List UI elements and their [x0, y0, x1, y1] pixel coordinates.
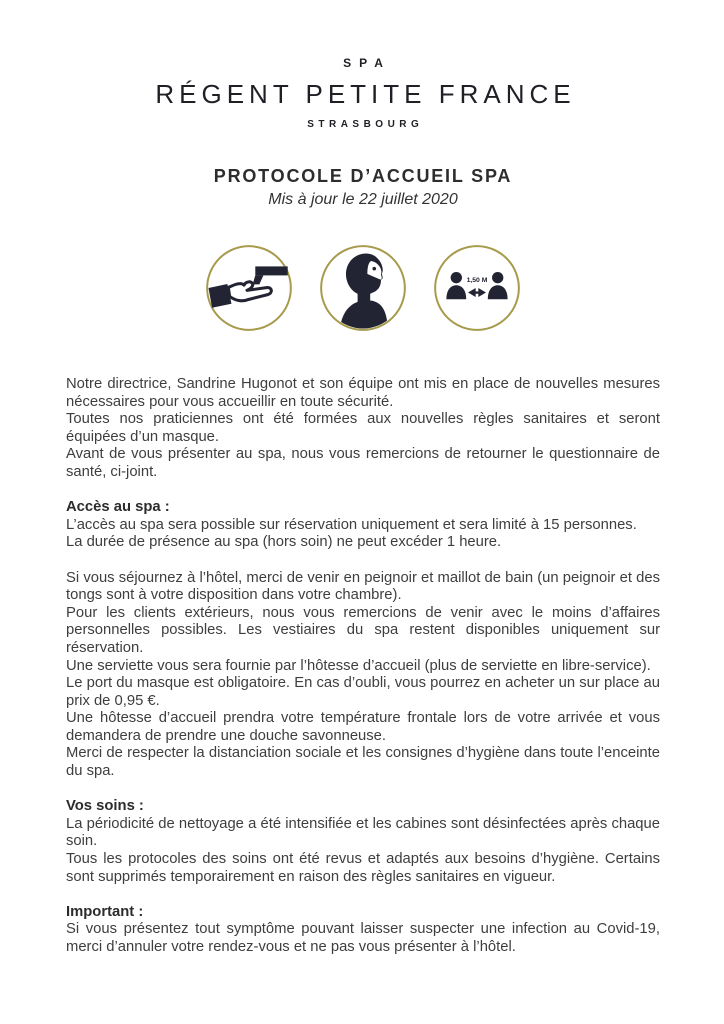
paragraph: La durée de présence au spa (hors soin) ne peut excéder 1 heure.: [66, 534, 502, 551]
section-paragraphs: [66, 376, 660, 482]
section-heading: Accès au spa :: [66, 499, 170, 516]
paragraph: Le port du masque est obligatoire. En cas d’oubli, vous pourrez en acheter un sur place au prix de 0,95 €.: [66, 675, 660, 709]
paragraph: Notre directrice, Sandrine Hugonot et son équipe ont mis en place de nouvelles mesures nécessaires pour vous accueillir en toute sécurité.: [66, 376, 660, 410]
face-mask-icon: [318, 243, 408, 333]
section-paragraphs: [66, 570, 660, 781]
paragraph: Pour les clients extérieurs, nous vous remercions de venir avec le moins d’affaires personnelles possibles. Les vestiaires du spa restent disponibles uniquement sur réservation.: [66, 604, 660, 656]
hand-hygiene-icon: [204, 243, 294, 333]
document-section: [66, 904, 660, 957]
paragraph: Une hôtesse d’accueil prendra votre température frontale lors de votre arrivée et vous demandera de prendre une douche savonneuse.: [66, 710, 660, 744]
title-block: [66, 166, 660, 209]
paragraph: Une serviette vous sera fournie par l’hôtesse d’accueil (plus de serviette en libre-service).: [66, 657, 651, 674]
paragraph: Toutes nos praticiennes ont été formées aux nouvelles règles sanitaires et seront équipées d’un masque.: [66, 411, 660, 445]
paragraph: L’accès au spa sera possible sur réservation uniquement et sera limité à 15 personnes.: [66, 516, 637, 533]
logo-city-label: STRASBOURG: [307, 119, 424, 130]
section-paragraphs: [66, 816, 660, 886]
logo-spa-label: SPA: [343, 56, 391, 70]
distance-label: 1,50 M: [466, 277, 488, 285]
section-heading: Important :: [66, 903, 144, 920]
paragraph: Avant de vous présenter au spa, nous vous remercions de retourner le questionnaire de santé, ci-joint.: [66, 446, 660, 480]
update-date: Mis à jour le 22 juillet 2020: [268, 191, 458, 208]
safety-icons-row: [66, 243, 660, 333]
paragraph: Si vous présentez tout symptôme pouvant laisser suspecter une infection au Covid-19, merci d’annuler votre rendez-vous et ne pas vous présenter à l’hôtel.: [66, 921, 660, 955]
paragraph: La périodicité de nettoyage a été intensifiée et les cabines sont désinfectées après chaque soin.: [66, 815, 660, 850]
paragraph: Merci de respecter la distanciation sociale et les consignes d’hygiène dans toute l’enceinte du spa.: [66, 745, 660, 780]
paragraph: Si vous séjournez à l’hôtel, merci de venir en peignoir et maillot de bain (un peignoir et des tongs sont à votre disposition dans votre chambre).: [66, 569, 660, 604]
brand-logo: [66, 56, 660, 130]
page-title: PROTOCOLE D’ACCUEIL SPA: [213, 166, 513, 186]
document-section: [66, 798, 660, 886]
document-section: [66, 570, 660, 781]
logo-hotel-name: RÉGENT PETITE FRANCE: [155, 79, 576, 109]
document-section: [66, 499, 660, 552]
document-body: [66, 376, 660, 957]
social-distance-icon: [432, 243, 522, 333]
document-section: [66, 376, 660, 482]
section-paragraphs: [66, 517, 660, 552]
paragraph: Tous les protocoles des soins ont été revus et adaptés aux besoins d’hygiène. Certains sont supprimés temporairement en raison des règles sanitaires en vigueur.: [66, 851, 660, 885]
section-heading: Vos soins :: [66, 798, 144, 815]
section-paragraphs: [66, 921, 660, 956]
